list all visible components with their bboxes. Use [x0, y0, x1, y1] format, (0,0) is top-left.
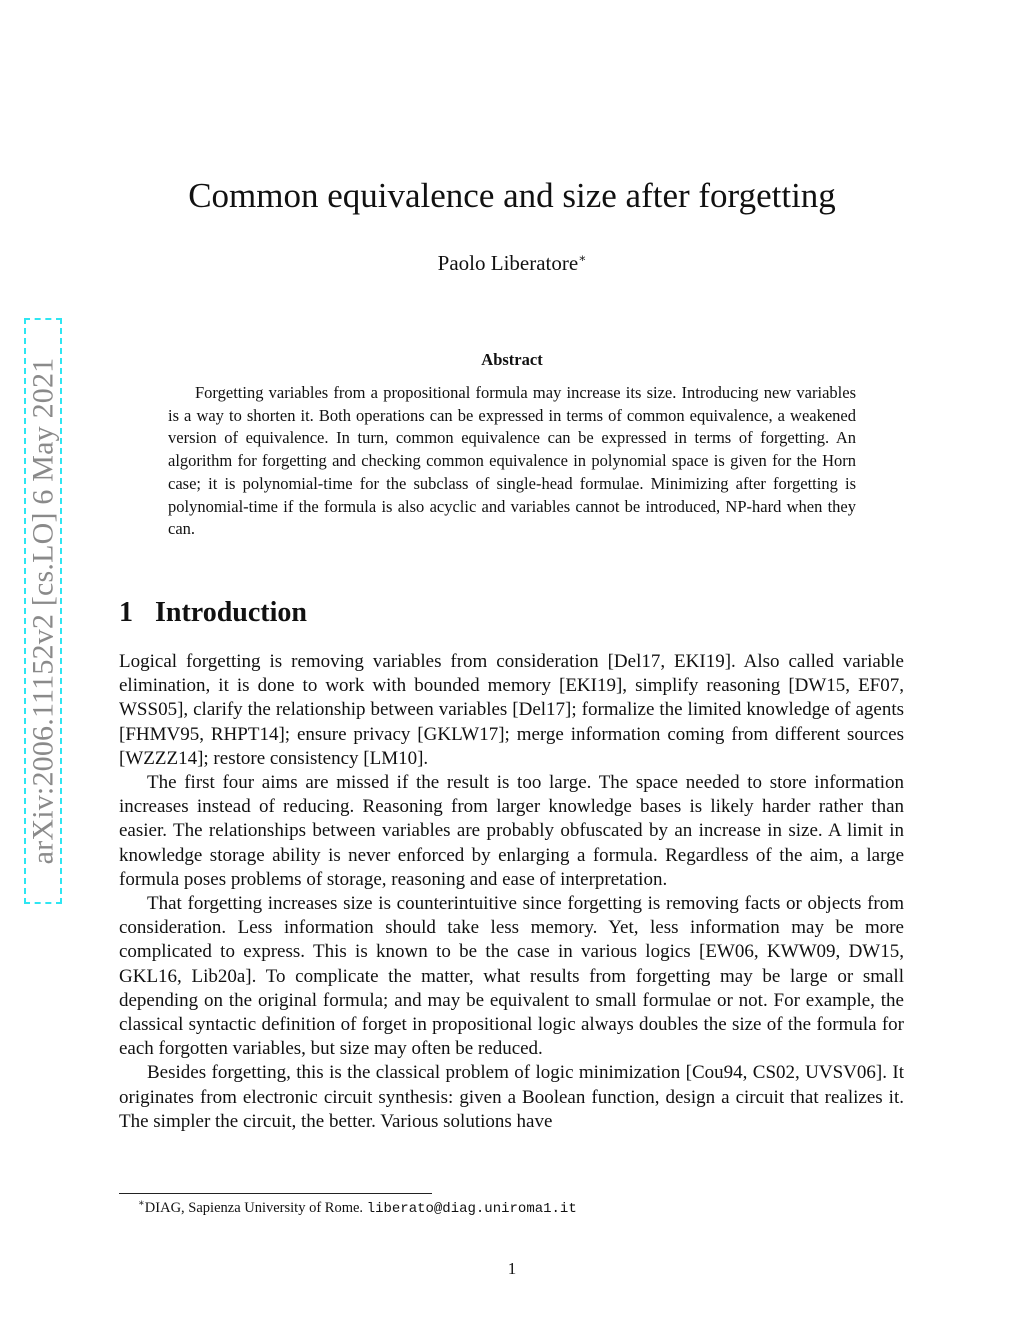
paper-title: Common equivalence and size after forgetting [188, 176, 836, 215]
author-email-link[interactable]: liberato@diag.uniroma1.it [366, 1200, 577, 1217]
footnote-mark: ∗ [138, 1198, 145, 1209]
author-name: Paolo Liberatore [437, 251, 579, 275]
arxiv-identifier-stamp [24, 318, 62, 904]
section-heading [119, 597, 307, 629]
body-paragraph: The first four aims are missed if the result is too large. The space needed to store information increases instead of reducing. Reasoning from larger knowledge bases is likely harder rather than easier. The relationships between variables are probably obfuscated by an increase in size. A limit in knowledge storage ability is never enforced by enlarging a formula. Regardless of the aim, a large formula poses problems of storage, reasoning and ease of interpretation. [119, 772, 904, 890]
abstract-text: Forgetting variables from a propositional formula may increase its size. Introducing new variables is a way to shorten it. Both operations can be expressed in terms of common equivalence, a weakened version of equivalence. In turn, common equivalence can be expressed in terms of forgetting. An algorithm for forgetting and checking common equivalence in polynomial space is given for the Horn case; it is polynomial-time for the subclass of single-head formulae. Minimizing after forgetting is polynomial-time if the formula is also acyclic and variables cannot be introduced, NP-hard when they can. [168, 383, 856, 539]
page-number: 1 [507, 1259, 517, 1278]
body-text [119, 650, 904, 1134]
arxiv-identifier-text: arXiv:2006.11152v2 [cs.LO] 6 May 2021 [26, 357, 60, 865]
author-footnote-mark: ∗ [578, 251, 587, 265]
abstract-heading: Abstract [481, 350, 543, 369]
section-number: 1 [119, 597, 133, 628]
body-paragraph: Besides forgetting, this is the classical problem of logic minimization [Cou94, CS02, UVSV06]. It originates from electronic circuit synthesis: given a Boolean function, design a circuit that realizes it. The simpler the circuit, the better. Various solutions have [119, 1062, 904, 1132]
section-title: Introduction [155, 597, 307, 628]
footnote-divider [119, 1193, 432, 1194]
author-line [0, 251, 1024, 276]
footnote [138, 1198, 577, 1217]
body-paragraph: That forgetting increases size is counterintuitive since forgetting is removing facts or objects from consideration. Less information should take less memory. Yet, less information may be more complicated to express. This is known to be the case in various logics [EW06, KWW09, DW15, GKL16, Lib20a]. To complicate the matter, what results from forgetting may be large or small depending on the original formula; and may be equivalent to small formulae or not. For example, the classical syntactic definition of forget in propositional logic always doubles the size of the formula for each forgotten variables, but size may often be reduced. [119, 893, 904, 1060]
footnote-affiliation: DIAG, Sapienza University of Rome. [144, 1199, 367, 1216]
body-paragraph: Logical forgetting is removing variables from consideration [Del17, EKI19]. Also called variable elimination, it is done to work with bounded memory [EKI19], simplify reasoning [DW15, EF07, WSS05], clarify the relationship between variables [Del17]; formalize the limited knowledge of agents [FHMV95, RHPT14]; ensure privacy [GKLW17]; merge information coming from different sources [WZZZ14]; restore consistency [LM10]. [119, 651, 904, 769]
